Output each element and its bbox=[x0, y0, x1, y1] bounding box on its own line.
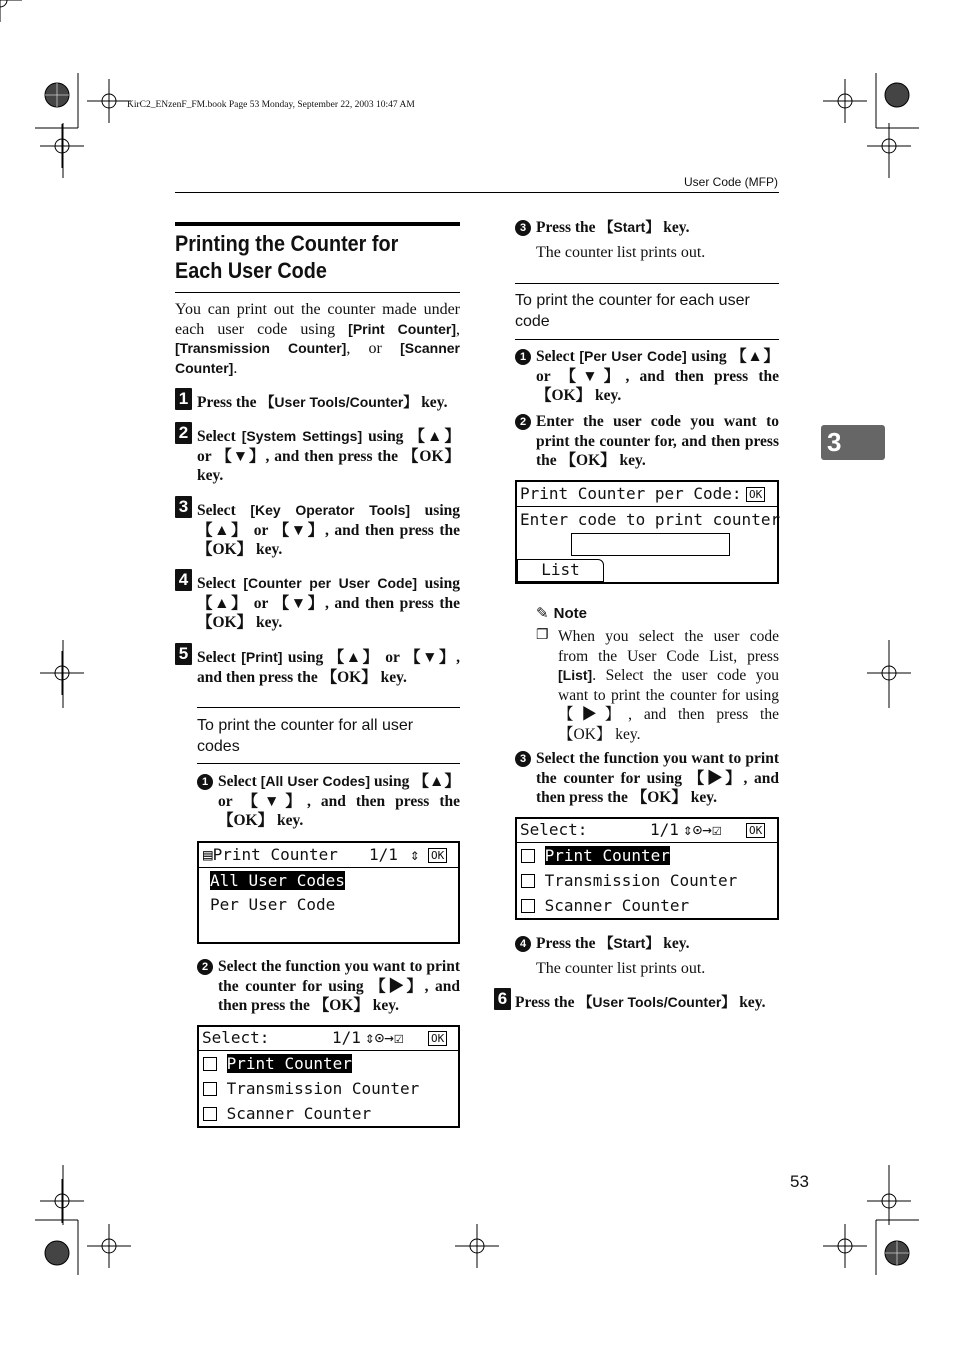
box-all-title: To print the counter for all user codes bbox=[197, 717, 414, 755]
lcd-item-all-user-codes[interactable]: All User Codes bbox=[210, 871, 345, 890]
each-substep-1: 1 Select [Per User Code] using 【▲】 or 【▼】, and then press the 【OK】 key. bbox=[515, 347, 779, 406]
ok-key-icon: OK bbox=[746, 487, 765, 502]
book-info-line: KirC2_ENzenF_FM.book Page 53 Monday, September 22, 2003 10:47 AM bbox=[127, 100, 415, 110]
running-header: User Code (MFP) bbox=[683, 175, 778, 189]
print-counter-keyword: [Print Counter] bbox=[348, 320, 456, 337]
box-all-top-rule bbox=[197, 707, 460, 708]
lcd-print-counter-all: ▤Print Counter 1/1 ⇕ OK All User Codes Per User Code bbox=[197, 841, 460, 944]
step-number: 5 bbox=[175, 643, 192, 665]
ok-key-icon: OK bbox=[428, 1031, 447, 1046]
lcd-select-function-all: Select: 1/1 ⇕⊙→☑ OK Print Counter Transmission Counter Scanner Counter bbox=[197, 1025, 460, 1128]
header-rule bbox=[175, 192, 779, 193]
intro-paragraph: You can print out the counter made under each user code using [Print Counter], [Transmission Counter], or [Scanner Counter]. bbox=[175, 301, 460, 377]
title-bar bbox=[175, 222, 460, 226]
lcd-print-counter-per-code: Print Counter per Code: OK Enter code to print counter List bbox=[515, 480, 779, 584]
all-substep-1: 1 Select [All User Codes] using 【▲】 or 【▼】, and then press the 【OK】 key. bbox=[197, 772, 460, 831]
each-substep-3: 3 Select the function you want to print the counter for using 【▶】, and then press the 【OK】 key. bbox=[515, 749, 779, 808]
step-5: 5 Select [Print] using 【▲】 or 【▼】, and then press the 【OK】 key. bbox=[175, 643, 460, 687]
all-substep-2: 2 Select the function you want to print the counter for using 【▶】, and then press the 【OK】 key. bbox=[197, 957, 460, 1016]
step-2: 2 Select [System Settings] using 【▲】 or 【▼】, and then press the 【OK】 key. bbox=[175, 422, 460, 486]
box-all-bottom-rule bbox=[197, 763, 460, 764]
page-number: 53 bbox=[790, 1172, 809, 1191]
nav-icons: ⇕⊙→☑ bbox=[365, 1028, 404, 1047]
box-each-bottom-rule bbox=[515, 339, 779, 340]
note-heading: ✎ Note bbox=[536, 604, 588, 622]
note-item: ❐ When you select the user code from the User Code List, press [List]. Select the user code you want to print the counter for using 【▶】, and then press the 【OK】 key. bbox=[536, 627, 779, 743]
lcd-select-function-each: Select: 1/1 ⇕⊙→☑ OK Print Counter Transmission Counter Scanner Counter bbox=[515, 817, 779, 920]
checkbox-icon[interactable] bbox=[521, 849, 535, 863]
nav-icons: ⇕⊙→☑ bbox=[683, 820, 722, 839]
checkbox-icon[interactable] bbox=[521, 874, 535, 888]
box-each-title: To print the counter for each user code bbox=[515, 292, 750, 330]
chapter-tab: 3 bbox=[821, 425, 885, 460]
pencil-icon: ✎ bbox=[536, 604, 549, 622]
lcd-item-per-user-code[interactable]: Per User Code bbox=[210, 895, 336, 914]
scanner-counter-keyword: [Scanner Counter] bbox=[175, 340, 460, 376]
all-result-text: The counter list prints out. bbox=[536, 244, 706, 261]
each-substep-2: 2 Enter the user code you want to print the counter for, and then press the 【OK】 key. bbox=[515, 412, 779, 471]
all-substep-3: 3 Press the 【Start】 key. bbox=[515, 218, 779, 238]
ok-key-icon: OK bbox=[746, 823, 765, 838]
checkbox-icon[interactable] bbox=[521, 899, 535, 913]
step-6: 6 Press the 【User Tools/Counter】 key. bbox=[494, 988, 779, 1013]
checkbox-bullet-icon: ❐ bbox=[536, 627, 549, 643]
step-4: 4 Select [Counter per User Code] using 【▲】 or 【▼】, and then press the 【OK】 key. bbox=[175, 569, 460, 633]
each-result-text: The counter list prints out. bbox=[536, 960, 706, 977]
section-title: Printing the Counter for Each User Code bbox=[175, 231, 399, 283]
step-number: 4 bbox=[175, 569, 192, 591]
ok-key-icon: OK bbox=[428, 848, 447, 863]
user-code-input[interactable] bbox=[571, 533, 730, 556]
step-1: 1 Press the 【User Tools/Counter】 key. bbox=[175, 388, 460, 413]
step-3: 3 Select [Key Operator Tools] using 【▲】 or 【▼】, and then press the 【OK】 key. bbox=[175, 496, 460, 560]
list-icon: ▤ bbox=[203, 845, 213, 864]
step-number: 3 bbox=[175, 496, 192, 518]
step-number: 2 bbox=[175, 422, 192, 444]
title-rule bbox=[175, 292, 460, 293]
box-each-top-rule bbox=[515, 283, 779, 284]
each-substep-4: 4 Press the 【Start】 key. bbox=[515, 934, 779, 954]
step-number: 6 bbox=[494, 988, 511, 1010]
transmission-counter-keyword: [Transmission Counter] bbox=[175, 340, 347, 356]
checkbox-icon[interactable] bbox=[203, 1082, 217, 1096]
checkbox-icon[interactable] bbox=[203, 1107, 217, 1121]
step-number: 1 bbox=[175, 388, 192, 410]
checkbox-icon[interactable] bbox=[203, 1057, 217, 1071]
updown-icon: ⇕ bbox=[410, 845, 420, 864]
list-button[interactable]: List bbox=[517, 559, 604, 582]
